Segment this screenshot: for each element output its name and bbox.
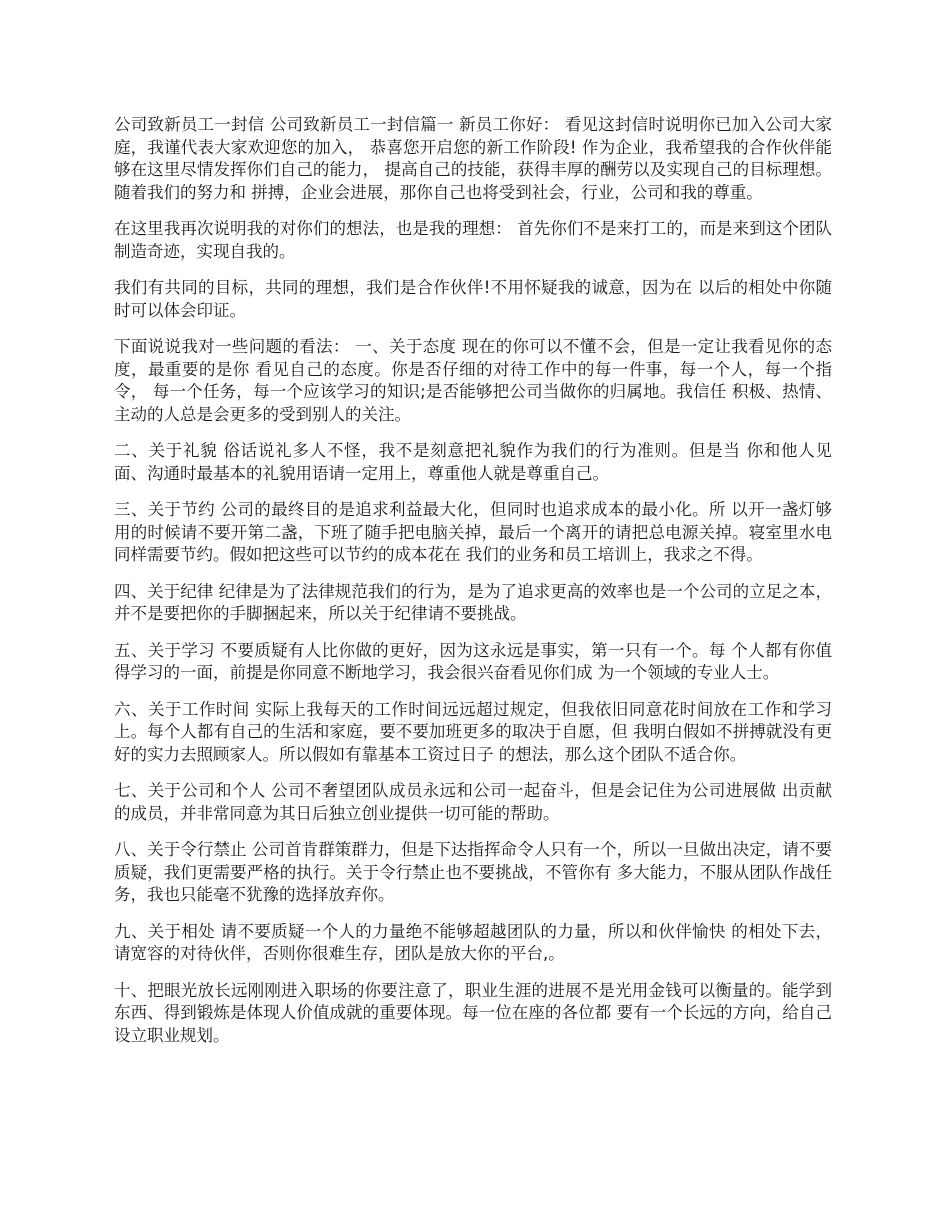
paragraph-intro: 公司致新员工一封信 公司致新员工一封信篇一 新员工你好： 看见这封信时说明你已加入公司大家庭，我谨代表大家欢迎您的加入， 恭喜您开启您的新工作阶段! 作为企业，我希望我的合作伙伴能够在这里尽情发挥你们自己的能力， 提高自己的技能，获得丰厚的酬劳以及实现自己的目标理想。随着我们的努力和 拼搏，企业会进展，那你自己也将受到社会，行业，公司和我的尊重。 <box>114 115 832 202</box>
paragraph-orders: 八、关于令行禁止 公司首肯群策群力，但是下达指挥命令人只有一个，所以一旦做出决定，请不要质疑，我们更需要严格的执行。关于令行禁止也不要挑战，不管你有 多大能力，不服从团队作战任务，我也只能毫不犹豫的选择放弃你。 <box>114 840 832 904</box>
paragraph-partners: 我们有共同的目标，共同的理想，我们是合作伙伴!不用怀疑我的诚意，因为在 以后的相处中你随时可以体会印证。 <box>114 278 832 320</box>
paragraph-attitude: 下面说说我对一些问题的看法： 一、关于态度 现在的你可以不懂不会，但是一定让我看见你的态度，最重要的是你 看见自己的态度。你是否仔细的对待工作中的每一件事，每一个人，每一个指令， 每一个任务，每一个应该学习的知识;是否能够把公司当做你的归属地。我信任 积极、热情、主动的人总是会更多的受到别人的关注。 <box>114 337 832 424</box>
paragraph-getting-along: 九、关于相处 请不要质疑一个人的力量绝不能够超越团队的力量，所以和伙伴愉快 的相处下去，请宽容的对待伙伴，否则你很难生存，团队是放大你的平台,。 <box>114 921 832 963</box>
paragraph-learning: 五、关于学习 不要质疑有人比你做的更好，因为这永远是事实，第一只有一个。每 个人都有你值得学习的一面，前提是你同意不断地学习，我会很兴奋看见你们成 为一个领域的专业人士。 <box>114 640 832 682</box>
paragraph-discipline: 四、关于纪律 纪律是为了法律规范我们的行为，是为了追求更高的效率也是一个公司的立足之本，并不是要把你的手脚捆起来，所以关于纪律请不要挑战。 <box>114 581 832 623</box>
paragraph-ideal: 在这里我再次说明我的对你们的想法，也是我的理想： 首先你们不是来打工的，而是来到这个团队制造奇迹，实现自我的。 <box>114 219 832 261</box>
paragraph-long-term-vision: 十、把眼光放长远刚刚进入职场的你要注意了，职业生涯的进展不是光用金钱可以衡量的。能学到东西、得到锻炼是体现人价值成就的重要体现。每一位在座的各位都 要有一个长远的方向，给自己设立职业规划。 <box>114 980 832 1045</box>
paragraph-working-hours: 六、关于工作时间 实际上我每天的工作时间远远超过规定，但我依旧同意花时间放在工作和学习上。每个人都有自己的生活和家庭，要不要加班更多的取决于自愿，但 我明白假如不拼搏就没有更好的实力去照顾家人。所以假如有靠基本工资过日子 的想法，那么这个团队不适合你。 <box>114 699 832 764</box>
paragraph-thrift: 三、关于节约 公司的最终目的是追求利益最大化，但同时也追求成本的最小化。所 以开一盏灯够用的时候请不要开第二盏，下班了随手把电脑关掉，最后一个离开的请把总电源关掉。寝室里水电同样需要节约。假如把这些可以节约的成本花在 我们的业务和员工培训上，我求之不得。 <box>114 500 832 564</box>
document-page <box>114 114 832 1061</box>
paragraph-company-and-individual: 七、关于公司和个人 公司不奢望团队成员永远和公司一起奋斗，但是会记住为公司进展做 出贡献的成员，并非常同意为其日后独立创业提供一切可能的帮助。 <box>114 781 832 823</box>
paragraph-courtesy: 二、关于礼貌 俗话说礼多人不怪，我不是刻意把礼貌作为我们的行为准则。但是当 你和他人见面、沟通时最基本的礼貌用语请一定用上，尊重他人就是尊重自己。 <box>114 441 832 483</box>
